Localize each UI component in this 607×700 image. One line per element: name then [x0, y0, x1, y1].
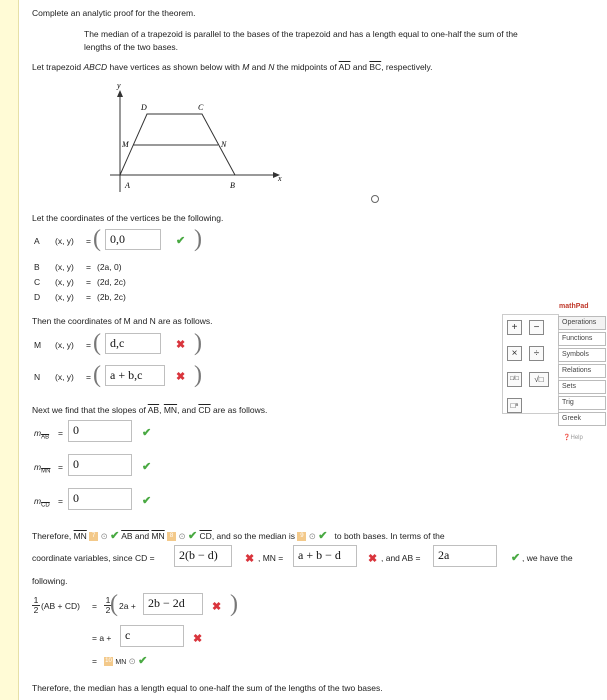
label-D: D	[141, 103, 147, 112]
setup-text: Let trapezoid ABCD have vertices as shown below with M and N the midpoints of $\overline{AD}$ and $\overline{BC}$, respectively.	[32, 62, 433, 72]
vertex-B-value: (2a, 0)	[97, 262, 122, 272]
select-chevron-icon: ⊙	[100, 531, 108, 541]
conclusion: Therefore, the median has a length equal to one-half the sum of the lengths of the two bases.	[32, 683, 383, 693]
vertex-A-xy: (x, y)	[55, 236, 74, 246]
hint-badge: 10	[105, 658, 112, 665]
ab-length-input[interactable]: 2a	[433, 545, 497, 567]
mathpad-tab-sets[interactable]: Sets	[558, 380, 606, 394]
fraction-half: 1 2	[33, 595, 39, 615]
equation-two-a: 2a +	[119, 601, 136, 611]
therefore-line-1: Therefore, $\overline{MN}$ 7 ⊙ ✔ AB and $\overline{MN}$ 8 ⊙ ✔ $\overline{CD}$, and so the median is 9 ⊙ ✔ to both bases. In terms of the	[32, 530, 445, 542]
midpoint-M-label: M	[34, 340, 42, 350]
vertex-B-xy: (x, y)	[55, 262, 74, 272]
slope-MN-label: $m_{\overline{MN}}$	[34, 462, 51, 475]
vertex-C-xy: (x, y)	[55, 277, 74, 287]
vertex-B-label: B	[34, 262, 40, 272]
cross-icon: ✖	[212, 601, 222, 613]
check-icon: ✔	[142, 461, 152, 473]
paren-open: (	[110, 591, 118, 617]
select-chevron-icon: ⊙	[308, 531, 316, 541]
mathpad-help[interactable]: ❓Help	[563, 435, 583, 441]
mathpad-tab-functions[interactable]: Functions	[558, 332, 606, 346]
left-margin-bar	[0, 0, 19, 700]
midpoint-N-xy: (x, y)	[55, 372, 74, 382]
times-button[interactable]: ×	[507, 346, 522, 361]
midpoint-N-input[interactable]: a + b,c	[105, 365, 165, 386]
equation-line-2-prefix: = a +	[92, 633, 112, 643]
slope-MN-eq: =	[58, 462, 63, 472]
theorem-line-1: The median of a trapezoid is parallel to the bases of the trapezoid and has a length equal to one-half the sum of the	[84, 29, 518, 39]
slope-CD-label: $m_{\overline{CD}}$	[34, 496, 50, 509]
check-icon: ✔	[318, 530, 328, 542]
check-icon: ✔	[187, 530, 198, 542]
equation-line-3-select[interactable]: 10 MN ⊙ ✔	[105, 655, 148, 667]
mathpad-tab-greek[interactable]: Greek	[558, 412, 606, 426]
paren-close: )	[194, 330, 202, 356]
paren-close: )	[194, 362, 202, 388]
sqrt-button[interactable]: √□	[529, 372, 549, 387]
vertex-C-label: C	[34, 277, 41, 287]
slope-AB-eq: =	[58, 428, 63, 438]
cross-icon: ✖	[176, 339, 186, 351]
check-icon: ✔	[110, 530, 120, 542]
slope-AB-input[interactable]: 0	[68, 420, 132, 442]
equation-input-2[interactable]: c	[120, 625, 184, 647]
mathpad-tab-relations[interactable]: Relations	[558, 364, 606, 378]
hint-badge: 8	[167, 532, 176, 541]
select-chevron-icon: ⊙	[128, 656, 136, 666]
divide-button[interactable]: ÷	[529, 346, 544, 361]
vertex-C-value: (2d, 2c)	[97, 277, 126, 287]
midpoint-M-xy: (x, y)	[55, 340, 74, 350]
equation-eq: =	[92, 601, 97, 611]
info-icon[interactable]	[371, 193, 379, 203]
vertex-D-value: (2b, 2c)	[97, 292, 126, 302]
vertex-D-label: D	[34, 292, 41, 302]
label-C: C	[198, 103, 204, 112]
midpoint-N-label: N	[34, 372, 41, 382]
vertex-A-label: A	[34, 236, 40, 246]
paren-open: (	[93, 226, 101, 252]
equation-lhs: (AB + CD)	[41, 601, 80, 611]
check-icon: ✔	[511, 552, 521, 564]
midpoints-intro: Then the coordinates of M and N are as follows.	[32, 316, 213, 326]
midpoint-N-eq: =	[86, 372, 91, 382]
cross-icon: ✖	[368, 553, 378, 565]
mathpad-tab-trig[interactable]: Trig	[558, 396, 606, 410]
paren-open: (	[93, 330, 101, 356]
trapezoid-diagram	[90, 80, 300, 200]
mathpad-tab-symbols[interactable]: Symbols	[558, 348, 606, 362]
paren-close: )	[194, 226, 202, 252]
exponent-button[interactable]: □ⁿ	[507, 398, 522, 413]
mathpad-tab-operations[interactable]: Operations	[558, 316, 606, 330]
equation-line-3-eq: =	[92, 656, 97, 666]
minus-button[interactable]: −	[529, 320, 544, 335]
vertex-A-input[interactable]: 0,0	[105, 229, 161, 250]
slope-AB-label: $m_{\overline{AB}}$	[34, 428, 50, 441]
vertex-C-eq: =	[86, 277, 91, 287]
midpoint-M-eq: =	[86, 340, 91, 350]
mn-eq-text: , MN =	[258, 553, 284, 563]
paren-open: (	[93, 362, 101, 388]
check-icon: ✔	[142, 427, 152, 439]
slopes-intro: Next we find that the slopes of $\overline{AB}$, $\overline{MN}$, and $\overline{CD}$ are as follows.	[32, 405, 268, 415]
cd-length-input[interactable]: 2(b − d)	[174, 545, 232, 567]
equation-input-1[interactable]: 2b − 2d	[143, 593, 203, 615]
check-icon: ✔	[142, 495, 152, 507]
check-icon: ✔	[176, 235, 186, 247]
fraction-half-rhs: 1 2	[105, 595, 111, 615]
label-B: B	[230, 181, 235, 190]
cross-icon: ✖	[176, 371, 186, 383]
slope-CD-eq: =	[58, 496, 63, 506]
label-N: N	[221, 140, 227, 149]
instruction: Complete an analytic proof for the theorem.	[32, 8, 196, 18]
plus-button[interactable]: +	[507, 320, 522, 335]
slope-CD-input[interactable]: 0	[68, 488, 132, 510]
midpoint-M-input[interactable]: d,c	[105, 333, 161, 354]
therefore-line-2-text: coordinate variables, since CD =	[32, 553, 155, 563]
paren-close: )	[230, 591, 238, 617]
mn-length-input[interactable]: a + b − d	[293, 545, 357, 567]
label-M: M	[122, 140, 129, 149]
check-icon: ✔	[138, 655, 148, 667]
y-axis-arrow	[117, 90, 123, 97]
ab-eq-text: , and AB =	[381, 553, 421, 563]
mathpad-title: mathPad	[559, 303, 589, 310]
following-text: following.	[32, 576, 68, 586]
vertex-D-eq: =	[86, 292, 91, 302]
vertex-A-eq: =	[86, 236, 91, 246]
theorem-line-2: lengths of the two bases.	[84, 42, 179, 52]
select-chevron-icon: ⊙	[178, 531, 186, 541]
label-x: x	[278, 174, 282, 183]
vertex-B-eq: =	[86, 262, 91, 272]
label-y: y	[117, 81, 121, 90]
fraction-button[interactable]: □/□	[507, 372, 522, 387]
hint-badge: 7	[89, 532, 98, 541]
cross-icon: ✖	[193, 633, 203, 645]
cross-icon: ✖	[245, 553, 255, 565]
coords-intro: Let the coordinates of the vertices be the following.	[32, 213, 224, 223]
slope-MN-input[interactable]: 0	[68, 454, 132, 476]
hint-badge: 9	[297, 532, 306, 541]
vertex-D-xy: (x, y)	[55, 292, 74, 302]
label-A: A	[125, 181, 130, 190]
therefore-line-2-end: , we have the	[522, 553, 573, 563]
